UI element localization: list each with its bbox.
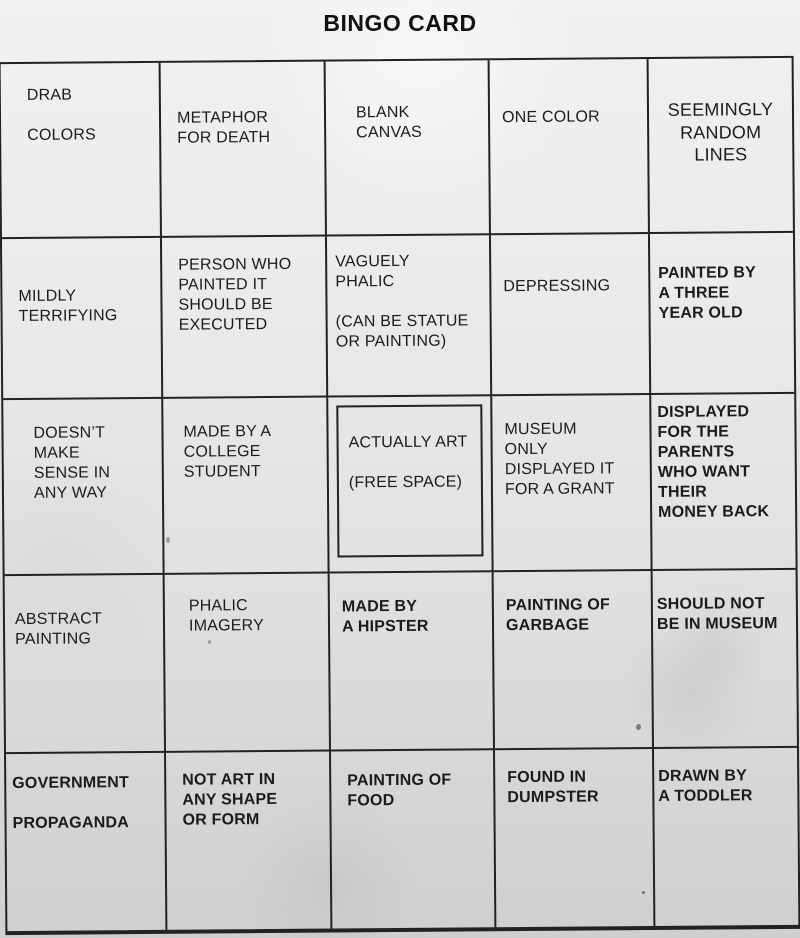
- bingo-cell-text: FOUND IN DUMPSTER: [507, 768, 599, 807]
- bingo-cell-r2c1: [2, 238, 163, 400]
- bingo-cell-text: MUSEUM ONLY DISPLAYED IT FOR A GRANT: [504, 420, 615, 499]
- ink-speck: [636, 724, 641, 730]
- bingo-cell-r1c3: [326, 60, 491, 236]
- bingo-cell-r2c5: [650, 233, 794, 395]
- ink-speck: [642, 891, 645, 894]
- bingo-cell-r2c3: [327, 235, 492, 397]
- bingo-cell-r2c4: [491, 234, 651, 396]
- bingo-cell-text: GOVERNMENT PROPAGANDA: [12, 774, 130, 833]
- bingo-cell-text: MADE BY A HIPSTER: [341, 597, 429, 636]
- bingo-cell-text: DRAWN BY A TODDLER: [658, 767, 753, 805]
- bingo-cell-r4c5: [653, 570, 797, 749]
- bingo-cell-r1c1: [1, 63, 162, 239]
- bingo-cell-r4c2: [165, 574, 331, 753]
- bingo-cell-text: ONE COLOR: [501, 108, 600, 127]
- bingo-cell-text: DEPRESSING: [503, 277, 611, 296]
- bingo-cell-r1c4: [490, 59, 650, 235]
- bingo-cell-r2c2: [162, 237, 328, 399]
- bingo-cell-text: DOESN’T MAKE SENSE IN ANY WAY: [33, 424, 111, 502]
- bingo-cell-text: MADE BY A COLLEGE STUDENT: [183, 423, 272, 481]
- ink-speck: [208, 640, 211, 644]
- bingo-cell-r1c2: [161, 62, 327, 238]
- bingo-grid: [0, 56, 800, 935]
- bingo-cell-text: METAPHOR FOR DEATH: [176, 109, 271, 147]
- bingo-cell-r5c3: [331, 750, 496, 928]
- bingo-cell-text: NOT ART IN ANY SHAPE OR FORM: [182, 770, 278, 829]
- bingo-cell-text: BLANK CANVAS: [355, 103, 423, 142]
- bingo-cell-text: DRAB COLORS: [26, 86, 97, 144]
- bingo-cell-r3c5: [651, 394, 795, 571]
- bingo-cell-text: PAINTING OF GARBAGE: [505, 596, 611, 635]
- page-title: BINGO CARD: [323, 10, 477, 36]
- bingo-cell-text: VAGUELY PHALIC (CAN BE STATUE OR PAINTING): [335, 252, 469, 351]
- bingo-cell-text: PAINTING OF FOOD: [347, 771, 452, 810]
- bingo-cell-r5c1: [6, 753, 167, 931]
- bingo-cell-r5c4: [495, 749, 655, 927]
- bingo-cell-text: PAINTED BY A THREE YEAR OLD: [658, 264, 757, 322]
- bingo-cell-text: DISPLAYED FOR THE PARENTS WHO WANT THEIR MONEY BACK: [657, 403, 770, 521]
- bingo-cell-text: SHOULD NOT BE IN MUSEUM: [656, 595, 778, 633]
- bingo-cell-text: MILDLY TERRIFYING: [18, 287, 118, 325]
- ink-speck: [166, 537, 170, 543]
- bingo-cell-r4c1: [5, 575, 166, 754]
- bingo-cell-text: PHALIC IMAGERY: [188, 597, 264, 635]
- bingo-cell-r4c3: [330, 572, 495, 751]
- bingo-cell-r5c5: [654, 748, 798, 926]
- bingo-cell-r4c4: [494, 571, 654, 750]
- bingo-cell-r1c5: [649, 58, 793, 234]
- bingo-cell-r3c2: [163, 398, 329, 575]
- bingo-cell-text: SEEMINGLY RANDOM LINES: [667, 99, 774, 165]
- bingo-cell-r3c1: [3, 399, 164, 576]
- bingo-cell-r5c2: [166, 752, 332, 930]
- bingo-cell-text: PERSON WHO PAINTED IT SHOULD BE EXECUTED: [178, 255, 292, 334]
- bingo-cell-text: ACTUALLY ART (FREE SPACE): [348, 433, 468, 492]
- bingo-cell-text: ABSTRACT PAINTING: [14, 610, 102, 649]
- bingo-cell-r3c4: [492, 395, 652, 572]
- bingo-cell-r3c3-free-space: [328, 396, 493, 573]
- free-space-box: [336, 404, 483, 557]
